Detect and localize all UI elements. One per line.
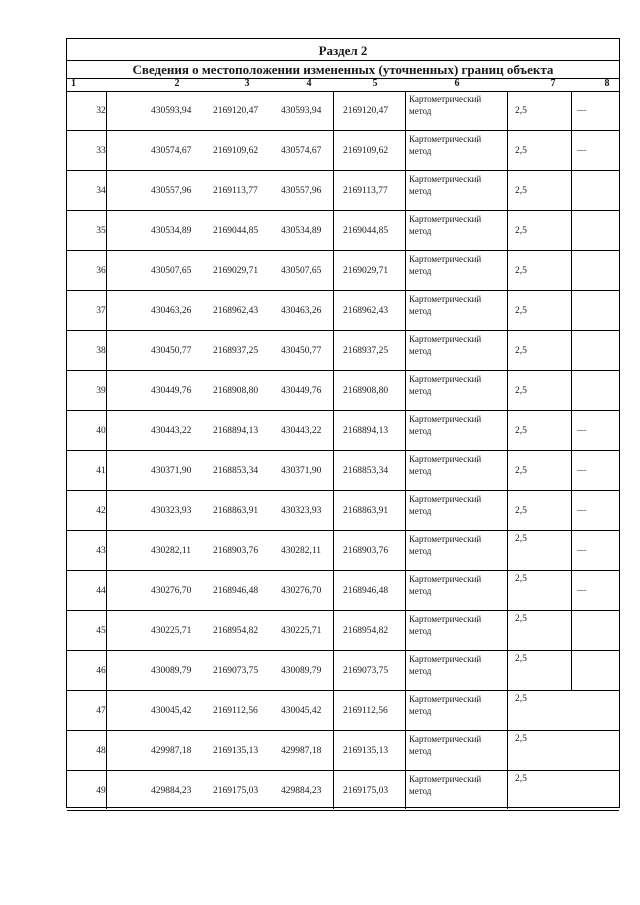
accuracy-cell: 2,5 [515, 266, 527, 276]
method-line-1: Картометрический [409, 94, 482, 104]
method-line-1: Картометрический [409, 534, 482, 544]
table-row [67, 91, 619, 131]
method-line-2: метод [409, 706, 432, 716]
y-new-cell: 2169120,47 [343, 106, 389, 116]
table-row [67, 331, 619, 371]
point-number-cell: 33 [96, 146, 106, 156]
table-row [67, 611, 619, 651]
y-new-cell: 2168962,43 [343, 306, 389, 316]
x-existing-cell: 430534,89 [151, 226, 192, 236]
y-existing-cell: 2169044,85 [213, 226, 259, 236]
x-new-cell: 430371,90 [281, 466, 322, 476]
method-line-1: Картометрический [409, 614, 482, 624]
table-row [67, 731, 619, 771]
column-header-row [67, 77, 619, 92]
method-line-1: Картометрический [409, 454, 482, 464]
point-number-cell: 36 [96, 266, 106, 276]
x-new-cell: 430089,79 [281, 666, 322, 676]
method-line-2: метод [409, 506, 432, 516]
method-line-1: Картометрический [409, 294, 482, 304]
column-header-1: 1 [71, 78, 76, 89]
y-existing-cell: 2168937,25 [213, 346, 259, 356]
y-existing-cell: 2168863,91 [213, 506, 259, 516]
accuracy-cell: 2,5 [515, 426, 527, 436]
accuracy-cell: 2,5 [515, 306, 527, 316]
table-row [67, 171, 619, 211]
method-line-1: Картометрический [409, 174, 482, 184]
method-line-2: метод [409, 186, 432, 196]
y-existing-cell: 2168946,48 [213, 586, 259, 596]
section-title: Раздел 2 [318, 43, 368, 58]
column-header-6: 6 [454, 78, 460, 89]
y-existing-cell: 2169029,71 [213, 266, 259, 276]
row-divider [67, 810, 619, 811]
y-existing-cell: 2168908,80 [213, 386, 259, 396]
note-cell: — [577, 466, 587, 476]
column-header-8: 8 [604, 78, 610, 89]
y-new-cell: 2169029,71 [343, 266, 389, 276]
x-new-cell: 430507,65 [281, 266, 322, 276]
y-new-cell: 2168863,91 [343, 506, 389, 516]
table-row [67, 451, 619, 491]
x-new-cell: 430463,26 [281, 306, 322, 316]
y-existing-cell: 2169109,62 [213, 146, 259, 156]
table-row [67, 651, 619, 691]
accuracy-cell: 2,5 [515, 654, 527, 664]
column-header-2: 2 [174, 78, 180, 89]
y-existing-cell: 2169073,75 [213, 666, 259, 676]
table-row [67, 251, 619, 291]
method-line-2: метод [409, 426, 432, 436]
table-row [67, 691, 619, 731]
x-new-cell: 430449,76 [281, 386, 322, 396]
y-existing-cell: 2169175,03 [213, 786, 259, 796]
method-line-2: метод [409, 546, 432, 556]
point-number-cell: 40 [96, 426, 106, 436]
point-number-cell: 43 [96, 546, 106, 556]
table-row [67, 531, 619, 571]
x-new-cell: 430282,11 [281, 546, 322, 556]
accuracy-cell: 2,5 [515, 574, 527, 584]
y-new-cell: 2169109,62 [343, 146, 389, 156]
point-number-cell: 47 [96, 706, 106, 716]
note-cell: — [577, 546, 587, 556]
y-new-cell: 2169112,56 [343, 706, 388, 716]
method-line-2: метод [409, 266, 432, 276]
x-new-cell: 430276,70 [281, 586, 322, 596]
method-line-2: метод [409, 306, 432, 316]
y-existing-cell: 2168903,76 [213, 546, 259, 556]
table-row [67, 411, 619, 451]
method-line-2: метод [409, 786, 432, 796]
x-existing-cell: 430225,71 [151, 626, 192, 636]
y-new-cell: 2168954,82 [343, 626, 389, 636]
column-header-7: 7 [550, 78, 556, 89]
x-new-cell: 430450,77 [281, 346, 322, 356]
point-number-cell: 44 [96, 586, 106, 596]
point-number-cell: 48 [96, 746, 106, 756]
accuracy-cell: 2,5 [515, 734, 527, 744]
accuracy-cell: 2,5 [515, 534, 527, 544]
method-line-1: Картометрический [409, 134, 482, 144]
y-existing-cell: 2169135,13 [213, 746, 259, 756]
point-number-cell: 41 [96, 466, 106, 476]
method-line-1: Картометрический [409, 574, 482, 584]
column-header-3: 3 [244, 78, 250, 89]
accuracy-cell: 2,5 [515, 774, 527, 784]
x-existing-cell: 430276,70 [151, 586, 192, 596]
method-line-1: Картометрический [409, 694, 482, 704]
point-number-cell: 38 [96, 346, 106, 356]
y-new-cell: 2169044,85 [343, 226, 389, 236]
x-existing-cell: 430450,77 [151, 346, 192, 356]
method-line-2: метод [409, 666, 432, 676]
table-row [67, 131, 619, 171]
method-line-2: метод [409, 586, 432, 596]
table-row [67, 491, 619, 531]
accuracy-cell: 2,5 [515, 694, 527, 704]
point-number-cell: 46 [96, 666, 106, 676]
x-existing-cell: 430574,67 [151, 146, 192, 156]
method-line-1: Картометрический [409, 414, 482, 424]
x-existing-cell: 430463,26 [151, 306, 192, 316]
y-new-cell: 2169135,13 [343, 746, 389, 756]
x-existing-cell: 430045,42 [151, 706, 192, 716]
y-existing-cell: 2168853,34 [213, 466, 259, 476]
note-cell: — [577, 146, 587, 156]
table-row [67, 571, 619, 611]
y-new-cell: 2169175,03 [343, 786, 389, 796]
x-existing-cell: 429987,18 [151, 746, 192, 756]
method-line-2: метод [409, 626, 432, 636]
x-existing-cell: 430089,79 [151, 666, 192, 676]
x-new-cell: 429987,18 [281, 746, 322, 756]
y-existing-cell: 2168962,43 [213, 306, 259, 316]
y-new-cell: 2168853,34 [343, 466, 389, 476]
y-new-cell: 2168903,76 [343, 546, 389, 556]
point-number-cell: 32 [96, 106, 106, 116]
table-row [67, 371, 619, 411]
table-row [67, 291, 619, 331]
y-new-cell: 2168937,25 [343, 346, 389, 356]
y-new-cell: 2169073,75 [343, 666, 389, 676]
x-existing-cell: 430443,22 [151, 426, 192, 436]
point-number-cell: 42 [96, 506, 106, 516]
method-line-1: Картометрический [409, 374, 482, 384]
point-number-cell: 35 [96, 226, 106, 236]
x-new-cell: 430593,94 [281, 106, 322, 116]
point-number-cell: 37 [96, 306, 106, 316]
note-cell: — [577, 426, 587, 436]
section-subtitle: Сведения о местоположении измененных (уточненных) границ объекта [67, 60, 619, 79]
y-existing-cell: 2168954,82 [213, 626, 259, 636]
point-number-cell: 45 [96, 626, 106, 636]
x-new-cell: 430557,96 [281, 186, 322, 196]
method-line-1: Картометрический [409, 774, 482, 784]
y-existing-cell: 2169113,77 [213, 186, 258, 196]
y-existing-cell: 2169120,47 [213, 106, 259, 116]
table-row [67, 211, 619, 251]
x-new-cell: 430534,89 [281, 226, 322, 236]
point-number-cell: 39 [96, 386, 106, 396]
accuracy-cell: 2,5 [515, 346, 527, 356]
x-existing-cell: 430323,93 [151, 506, 192, 516]
x-new-cell: 430323,93 [281, 506, 322, 516]
accuracy-cell: 2,5 [515, 226, 527, 236]
accuracy-cell: 2,5 [515, 614, 527, 624]
x-new-cell: 430225,71 [281, 626, 322, 636]
note-cell: — [577, 506, 587, 516]
method-line-1: Картометрический [409, 654, 482, 664]
accuracy-cell: 2,5 [515, 106, 527, 116]
x-new-cell: 430574,67 [281, 146, 322, 156]
method-line-1: Картометрический [409, 334, 482, 344]
accuracy-cell: 2,5 [515, 386, 527, 396]
accuracy-cell: 2,5 [515, 506, 527, 516]
method-line-2: метод [409, 746, 432, 756]
method-line-1: Картометрический [409, 734, 482, 744]
table-row [67, 771, 619, 811]
y-new-cell: 2169113,77 [343, 186, 388, 196]
y-existing-cell: 2168894,13 [213, 426, 259, 436]
x-new-cell: 430443,22 [281, 426, 322, 436]
y-new-cell: 2168946,48 [343, 586, 389, 596]
method-line-2: метод [409, 346, 432, 356]
x-existing-cell: 430371,90 [151, 466, 192, 476]
y-new-cell: 2168908,80 [343, 386, 389, 396]
note-cell: — [577, 106, 587, 116]
x-existing-cell: 430282,11 [151, 546, 192, 556]
accuracy-cell: 2,5 [515, 466, 527, 476]
x-existing-cell: 429884,23 [151, 786, 192, 796]
x-new-cell: 430045,42 [281, 706, 322, 716]
column-header-4: 4 [306, 78, 312, 89]
method-line-2: метод [409, 106, 432, 116]
point-number-cell: 49 [96, 786, 106, 796]
method-line-1: Картометрический [409, 494, 482, 504]
point-number-cell: 34 [96, 186, 106, 196]
note-cell: — [577, 586, 587, 596]
method-line-2: метод [409, 146, 432, 156]
document-sheet [66, 38, 620, 808]
x-existing-cell: 430593,94 [151, 106, 192, 116]
method-line-2: метод [409, 226, 432, 236]
x-existing-cell: 430507,65 [151, 266, 192, 276]
accuracy-cell: 2,5 [515, 186, 527, 196]
accuracy-cell: 2,5 [515, 146, 527, 156]
method-line-1: Картометрический [409, 214, 482, 224]
y-new-cell: 2168894,13 [343, 426, 389, 436]
x-existing-cell: 430557,96 [151, 186, 192, 196]
y-existing-cell: 2169112,56 [213, 706, 258, 716]
method-line-1: Картометрический [409, 254, 482, 264]
method-line-2: метод [409, 386, 432, 396]
x-existing-cell: 430449,76 [151, 386, 192, 396]
x-new-cell: 429884,23 [281, 786, 322, 796]
column-header-5: 5 [372, 78, 378, 89]
method-line-2: метод [409, 466, 432, 476]
